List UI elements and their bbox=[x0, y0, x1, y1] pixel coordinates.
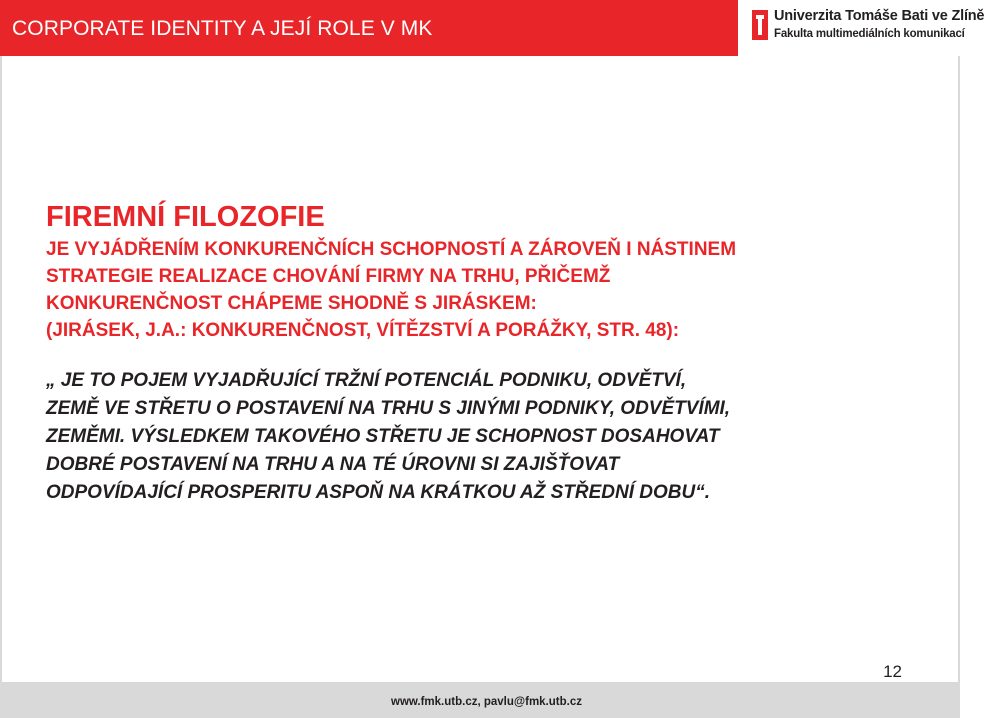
header-bar bbox=[0, 0, 738, 56]
definition-line: JE VYJÁDŘENÍM KONKURENČNÍCH SCHOPNOSTÍ A ZÁROVEŇ I NÁSTINEM bbox=[46, 239, 737, 260]
definition-text bbox=[46, 236, 926, 344]
quote-line: ZEMĚ VE STŘETU O POSTAVENÍ NA TRHU S JINÝMI PODNIKY, ODVĚTVÍMI, bbox=[46, 398, 731, 419]
left-border bbox=[0, 56, 2, 682]
quote-line: „ JE TO POJEM VYJADŘUJÍCÍ TRŽNÍ POTENCIÁL PODNIKU, ODVĚTVÍ, bbox=[46, 370, 687, 391]
quote-line: ZEMĚMI. VÝSLEDKEM TAKOVÉHO STŘETU JE SCHOPNOST DOSAHOVAT bbox=[46, 426, 720, 447]
definition-line: KONKURENČNOST CHÁPEME SHODNĚ S JIRÁSKEM: bbox=[46, 293, 537, 314]
quote-line: ODPOVÍDAJÍCÍ PROSPERITU ASPOŇ NA KRÁTKOU AŽ STŘEDNÍ DOBU“. bbox=[46, 482, 710, 503]
page-number: 12 bbox=[883, 662, 902, 681]
slide-content bbox=[46, 200, 926, 507]
definition-line: (JIRÁSEK, J.A.: KONKURENČNOST, VÍTĚZSTVÍ A PORÁŽKY, STR. 48): bbox=[46, 320, 680, 341]
right-border bbox=[958, 56, 960, 682]
quote-text bbox=[46, 367, 926, 507]
slide-title: FIREMNÍ FILOZOFIE bbox=[46, 201, 325, 233]
university-name: Univerzita Tomáše Bati ve Zlíně bbox=[774, 8, 984, 24]
definition-line: STRATEGIE REALIZACE CHOVÁNÍ FIRMY NA TRHU, PŘIČEMŽ bbox=[46, 266, 611, 287]
footer-contact: www.fmk.utb.cz, pavlu@fmk.utb.cz bbox=[391, 696, 582, 708]
header-title: CORPORATE IDENTITY A JEJÍ ROLE V MK bbox=[12, 17, 433, 40]
faculty-name: Fakulta multimediálních komunikací bbox=[774, 28, 965, 40]
quote-line: DOBRÉ POSTAVENÍ NA TRHU A NA TÉ ÚROVNI SI ZAJIŠŤOVAT bbox=[46, 454, 620, 475]
utb-logo-icon bbox=[752, 10, 768, 40]
